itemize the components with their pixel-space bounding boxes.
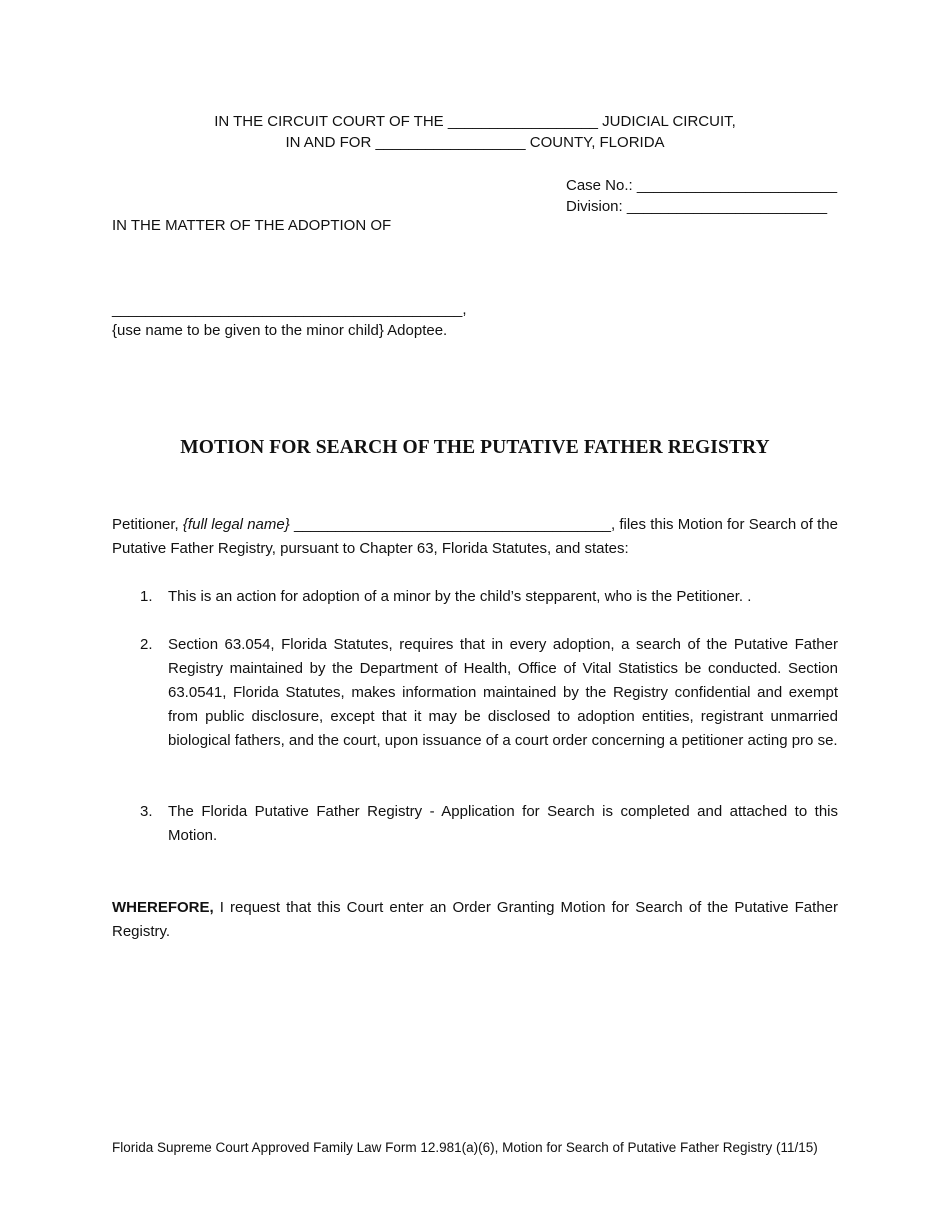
list-item-number: 2. <box>140 636 153 653</box>
intro-prefix: Petitioner, <box>112 516 183 533</box>
wherefore-paragraph <box>112 896 838 944</box>
intro-suffix: ______________________________________, files this Motion for Search of the Putative Father Registry, pursuant to Chapter 63, Florida Statutes, and states: <box>112 516 838 557</box>
adoptee-name-hint: {use name to be given to the minor child} Adoptee. <box>112 322 448 339</box>
list-item-number: 3. <box>140 803 153 820</box>
matter-label: IN THE MATTER OF THE ADOPTION OF <box>112 217 392 234</box>
court-header-line-2: IN AND FOR __________________ COUNTY, FLORIDA <box>285 134 665 151</box>
page-title: MOTION FOR SEARCH OF THE PUTATIVE FATHER REGISTRY <box>180 437 770 458</box>
list-item-text: This is an action for adoption of a minor by the child’s stepparent, who is the Petitioner. . <box>168 588 752 605</box>
list-item-number: 1. <box>140 588 153 605</box>
full-name-hint: {full legal name} <box>182 516 290 533</box>
court-header-line-1: IN THE CIRCUIT COURT OF THE __________________ JUDICIAL CIRCUIT, <box>214 113 736 130</box>
list-item-text: The Florida Putative Father Registry - Application for Search is completed and attached to this Motion. <box>168 803 838 844</box>
wherefore-label: WHEREFORE, <box>112 899 214 916</box>
form-footer: Florida Supreme Court Approved Family Law Form 12.981(a)(6), Motion for Search of Putative Father Registry (11/15) <box>112 1140 818 1155</box>
division-field: Division: ________________________ <box>566 198 828 215</box>
intro-paragraph <box>112 513 838 561</box>
list-item-text: Section 63.054, Florida Statutes, requires that in every adoption, a search of the Putative Father Registry maintained by the Department of Health, Office of Vital Statistics be conducted. Section 63.0541, Florida Statutes, makes information maintained by the Registry confidential and exempt from public disclosure, except that it may be disclosed to adoption entities, registrant unmarried biological fathers, and the court, upon issuance of a court order concerning a petitioner acting pro se. <box>168 636 838 749</box>
adoptee-name-line: __________________________________________, <box>112 301 467 318</box>
wherefore-text: I request that this Court enter an Order Granting Motion for Search of the Putative Father Registry. <box>112 899 838 940</box>
case-number-field: Case No.: ________________________ <box>566 177 838 194</box>
